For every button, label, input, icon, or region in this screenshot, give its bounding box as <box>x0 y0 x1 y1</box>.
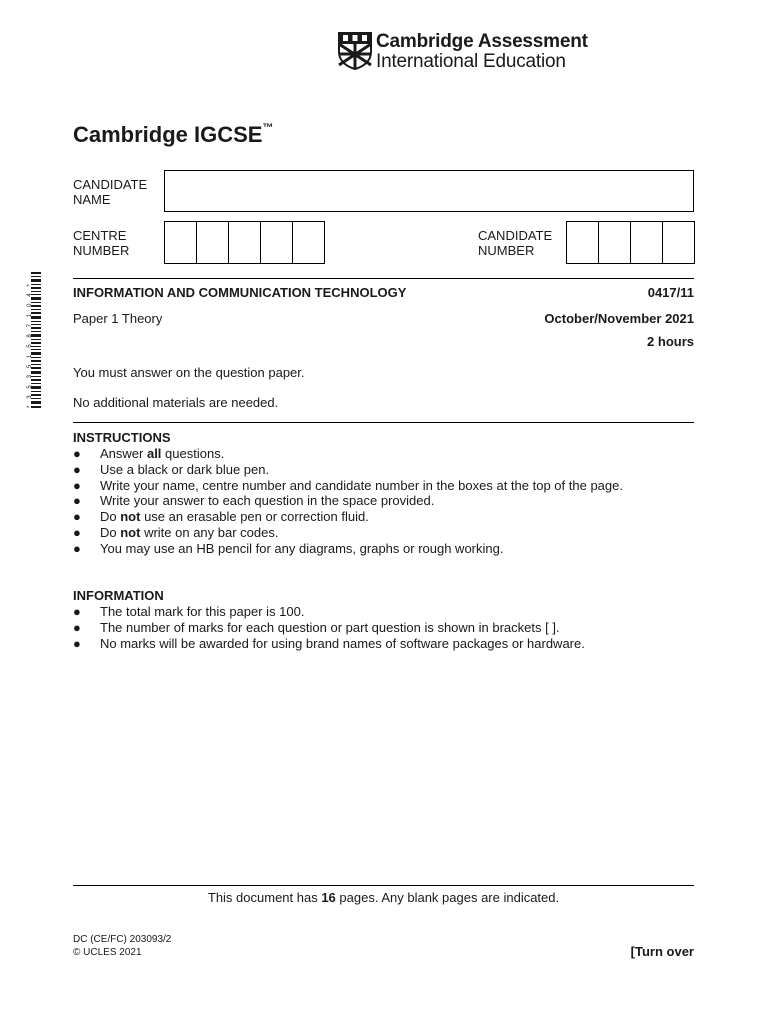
candidate-number-field[interactable] <box>566 221 695 264</box>
trademark-symbol: ™ <box>262 121 274 134</box>
candidate-number-label-line2: NUMBER <box>478 243 535 258</box>
org-name-line2: International Education <box>376 51 566 72</box>
candidate-name-field[interactable] <box>164 170 694 212</box>
candidate-number-digit-box[interactable] <box>599 222 631 263</box>
page-count: 16 <box>321 890 336 905</box>
org-name-line1: Cambridge Assessment <box>376 31 588 52</box>
footer-divider <box>73 885 694 886</box>
exam-session: October/November 2021 <box>544 311 694 326</box>
bullet-icon: ● <box>73 446 81 461</box>
centre-number-label-line2: NUMBER <box>73 243 130 258</box>
candidate-number-digit-box[interactable] <box>567 222 599 263</box>
list-item: ● No marks will be awarded for using brand names of software packages or hardware. <box>73 635 585 651</box>
syllabus-code: 0417/11 <box>647 285 694 300</box>
barcode-digits-text: * 3 5 3 5 1 5 8 7 1 0 4 * <box>27 281 33 408</box>
candidate-name-label-line2: NAME <box>73 192 111 207</box>
centre-number-digit-box[interactable] <box>261 222 293 263</box>
list-item: ● Use a black or dark blue pen. <box>73 461 270 477</box>
information-heading: INFORMATION <box>73 588 164 603</box>
answer-note: You must answer on the question paper. <box>73 365 305 380</box>
list-item: ● The total mark for this paper is 100. <box>73 604 305 619</box>
materials-note: No additional materials are needed. <box>73 395 279 410</box>
bullet-icon: ● <box>73 461 81 477</box>
list-item: ● The number of marks for each question or part question is shown in brackets [ ]. <box>73 619 560 635</box>
candidate-number-label <box>478 228 552 258</box>
information-list <box>73 604 585 651</box>
bullet-icon: ● <box>73 619 81 635</box>
list-item: ● Do not write on any bar codes. <box>73 524 279 540</box>
candidate-number-label-line1: CANDIDATE <box>478 228 553 243</box>
bullet-icon: ● <box>73 604 81 619</box>
centre-number-label <box>73 228 129 258</box>
centre-number-digit-box[interactable] <box>229 222 261 263</box>
list-item: ● Answer all questions. <box>73 446 225 461</box>
candidate-number-digit-box[interactable] <box>631 222 663 263</box>
divider <box>73 422 694 423</box>
candidate-name-label-line1: CANDIDATE <box>73 177 148 192</box>
bullet-icon: ● <box>73 477 81 493</box>
instructions-list <box>73 446 623 557</box>
divider <box>73 278 694 279</box>
paper-name: Paper 1 Theory <box>73 311 163 326</box>
barcode-digits <box>27 272 37 408</box>
subject-title: INFORMATION AND COMMUNICATION TECHNOLOGY <box>73 285 407 300</box>
qualification-title <box>73 122 273 148</box>
centre-number-digit-box[interactable] <box>293 222 325 263</box>
instructions-heading: INSTRUCTIONS <box>73 430 171 445</box>
page-count-note: This document has 16 pages. Any blank pages are indicated. <box>207 890 560 905</box>
candidate-number-digit-box[interactable] <box>663 222 695 263</box>
bullet-icon: ● <box>73 493 81 509</box>
bullet-icon: ● <box>73 540 81 556</box>
centre-number-label-line1: CENTRE <box>73 228 127 243</box>
bullet-icon: ● <box>73 524 81 540</box>
document-code <box>73 934 171 959</box>
centre-number-field[interactable] <box>164 221 325 264</box>
list-item: ● Do not use an erasable pen or correction fluid. <box>73 509 369 525</box>
turn-over: [Turn over <box>630 944 694 959</box>
centre-number-digit-box[interactable] <box>197 222 229 263</box>
list-item: ● You may use an HB pencil for any diagrams, graphs or rough working. <box>73 540 504 556</box>
doc-code: DC (CE/FC) 203093/2 <box>73 934 172 945</box>
qualification-name: Cambridge IGCSE <box>73 122 263 147</box>
list-item: ● Write your answer to each question in the space provided. <box>73 493 435 509</box>
candidate-name-label <box>73 177 147 207</box>
bullet-icon: ● <box>73 635 81 651</box>
centre-number-digit-box[interactable] <box>165 222 197 263</box>
list-item: ● Write your name, centre number and candidate number in the boxes at the top of the page. <box>73 477 623 493</box>
exam-duration: 2 hours <box>647 334 694 349</box>
cambridge-crest-icon <box>338 32 372 70</box>
bullet-icon: ● <box>73 509 81 525</box>
copyright: © UCLES 2021 <box>73 946 142 958</box>
